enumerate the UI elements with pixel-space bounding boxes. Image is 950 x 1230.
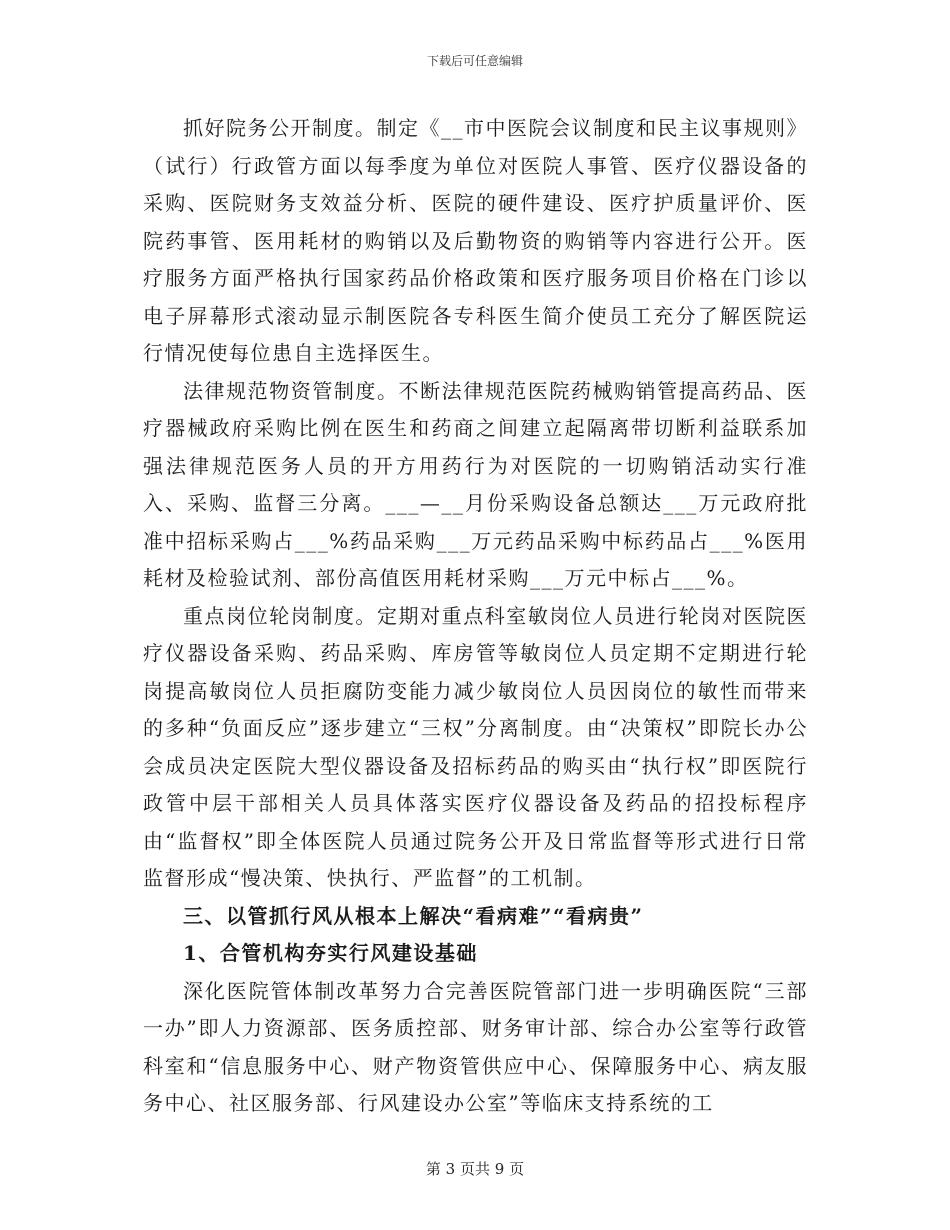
section-heading: 三、以管抓行风从根本上解决“看病难”“看病贵”	[183, 903, 644, 928]
page-header: 下载后可任意编辑	[426, 54, 523, 68]
paragraph-reform: 深化医院管体制改革努力合完善医院管部门进一步明确医院“三部一办”即人力资源部、医务质控部、财务审计部、综合办公室等行政管科室和“信息服务中心、财产物资管供应中心、保障服务中心、病友服务中心、社区服务部、行风建设办公室”等临床支持系统的工	[143, 978, 808, 1115]
subsection-heading: 1、合管机构夯实行风建设基础	[183, 941, 478, 965]
document-body	[143, 110, 808, 1123]
paragraph-rotation: 重点岗位轮岗制度。定期对重点科室敏岗位人员进行轮岗对医院医疗仪器设备采购、药品采购、库房管等敏岗位人员定期不定期进行轮岗提高敏岗位人员拒腐防变能力减少敏岗位人员因岗位的敏性而带来的多种“负面反应”逐步建立“三权”分离制度。由“决策权”即院长办公会成员决定医院大型仪器设备及招标药品的购买由“执行权”即医院行政管中层干部相关人员具体落实医疗仪器设备及药品的招投标程序由“监督权”即全体医院人员通过院务公开及日常监督等形式进行日常监督形成“慢决策、快执行、严监督”的工机制。	[143, 603, 808, 890]
paragraph-disclosure: 抓好院务公开制度。制定《__市中医院会议制度和民主议事规则》（试行）行政管方面以每季度为单位对医院人事管、医疗仪器设备的采购、医院财务支效益分析、医院的硬件建设、医疗护质量评价、医院药事管、医用耗材的购销以及后勤物资的购销等内容进行公开。医疗服务方面严格执行国家药品价格政策和医疗服务项目价格在门诊以电子屏幕形式滚动显示制医院各专科医生简介使员工充分了解医院运行情况使每位患自主选择医生。	[143, 116, 808, 365]
paragraph-materials: 法律规范物资管制度。不断法律规范医院药械购销管提高药品、医疗器械政府采购比例在医生和药商之间建立起隔离带切断利益联系加强法律规范医务人员的开方用药行为对医院的一切购销活动实行准入、采购、监督三分离。___—__月份采购设备总额达___万元政府批准中招标采购占___%药品采购___万元药品采购中标药品占___%医用耗材及检验试剂、部份高值医用耗材采购___万元中标占___%。	[143, 378, 808, 590]
page-number: 第 3 页共 9 页	[425, 1160, 525, 1178]
